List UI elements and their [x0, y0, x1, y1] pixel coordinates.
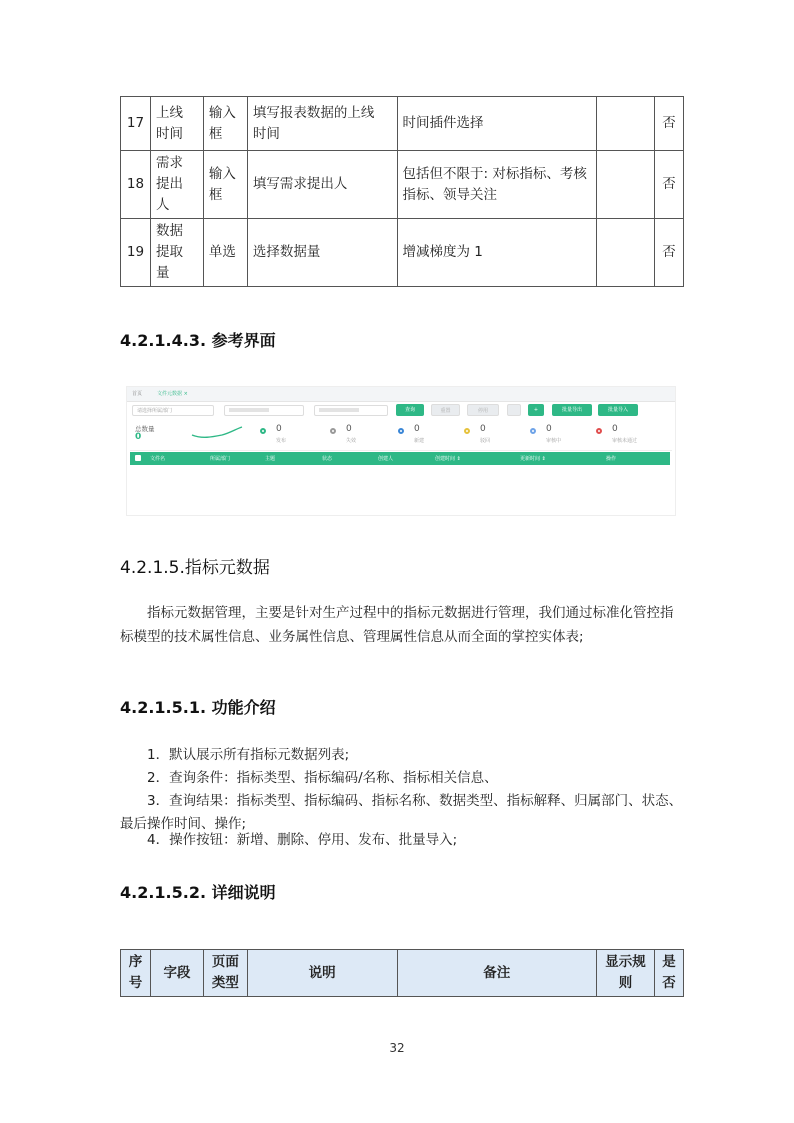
indicator-metadata-paragraph: 指标元数据管理，主要是针对生产过程中的指标元数据进行管理，我们通过标准化管控指标模型的技术属性信息、业务属性信息、管理属性信息从而全面的掌控实体表; [120, 605, 674, 645]
header-field: 字段 [150, 950, 203, 997]
mock-disable-button[interactable]: 停用 [467, 404, 499, 416]
cell-remark: 增减梯度为 1 [397, 219, 597, 287]
section-heading-reference-ui: 4.2.1.4.3. 参考界面 [120, 331, 276, 350]
field-spec-table-detail [120, 949, 684, 997]
field-spec-table-top [120, 96, 684, 287]
cell-rule [597, 97, 655, 151]
cell-desc: 填写需求提出人 [247, 151, 397, 219]
mock-total-value: 0 [135, 432, 142, 442]
function-intro-item: 3．查询结果：指标类型、指标编码、指标名称、数据类型、指标解释、归属部门、状态、最后操作时间、操作; [120, 793, 683, 832]
cell-no: 18 [121, 151, 151, 219]
mock-column-header[interactable]: 创建时间 ⇕ [435, 456, 461, 462]
mock-gray-button[interactable] [507, 404, 521, 416]
mock-filter-2[interactable] [224, 405, 304, 416]
status-ring-icon [260, 428, 266, 434]
mock-stat-label: 驳回 [480, 438, 491, 444]
cell-no: 17 [121, 97, 151, 151]
mock-tab-file-metadata[interactable]: 文件元数据 × [157, 391, 188, 397]
cell-remark: 包括但不限于: 对标指标、考核 指标、领导关注 [397, 151, 597, 219]
cell-req: 否 [654, 151, 683, 219]
mock-search-button[interactable]: 查询 [396, 404, 424, 416]
status-ring-icon [596, 428, 602, 434]
mock-stat-value: 0 [480, 424, 486, 434]
mock-total-label: 总数量 [135, 425, 155, 433]
header-desc: 说明 [247, 950, 397, 997]
mock-stat-label: 审核中 [546, 438, 562, 444]
mock-batch-import-button[interactable]: 批量导入 [598, 404, 638, 416]
status-ring-icon [464, 428, 470, 434]
cell-no: 19 [121, 219, 151, 287]
status-ring-icon [330, 428, 336, 434]
cell-desc: 选择数据量 [247, 219, 397, 287]
mock-stats-bar [130, 420, 672, 451]
reference-ui-screenshot [126, 386, 676, 516]
header-type: 页面 类型 [203, 950, 247, 997]
mock-filter-department[interactable]: 请选择所属部门 [132, 405, 214, 416]
mock-column-header[interactable]: 创建人 [378, 456, 394, 462]
page-number: 32 [389, 1041, 405, 1055]
mock-column-header[interactable]: 所属部门 [210, 456, 231, 462]
function-intro-item: 1．默认展示所有指标元数据列表; [147, 747, 350, 763]
header-remark: 备注 [397, 950, 597, 997]
status-ring-icon [398, 428, 404, 434]
mock-batch-export-button[interactable]: 批量导出 [552, 404, 592, 416]
mock-column-header[interactable]: 文件名 [150, 456, 166, 462]
mock-column-header[interactable]: 更新时间 ⇕ [520, 456, 546, 462]
cell-type: 输入 框 [203, 97, 247, 151]
mock-stat-value: 0 [546, 424, 552, 434]
mock-table-header [130, 452, 670, 465]
mock-stat-value: 0 [612, 424, 618, 434]
section-heading-indicator-metadata: 4.2.1.5.指标元数据 [120, 558, 270, 578]
table-row [121, 151, 684, 219]
mock-stat-label: 审核未通过 [612, 438, 638, 444]
cell-req: 否 [654, 219, 683, 287]
mock-stat-label: 失效 [346, 438, 357, 444]
mock-stat-value: 0 [276, 424, 282, 434]
mock-stat-label: 新建 [414, 438, 425, 444]
cell-type: 单选 [203, 219, 247, 287]
header-no: 序 号 [121, 950, 151, 997]
cell-req: 否 [654, 97, 683, 151]
mock-sparkline-icon [190, 425, 244, 439]
mock-filter-3[interactable] [314, 405, 388, 416]
mock-select-all-checkbox[interactable] [135, 455, 141, 461]
cell-type: 输入 框 [203, 151, 247, 219]
section-heading-function-intro: 4.2.1.5.1. 功能介绍 [120, 698, 276, 717]
table-row [121, 97, 684, 151]
mock-add-button[interactable]: + [528, 404, 544, 416]
function-intro-item: 2．查询条件：指标类型、指标编码/名称、指标相关信息、 [147, 770, 498, 786]
mock-column-header[interactable]: 操作 [606, 456, 617, 462]
mock-stat-label: 发布 [276, 438, 287, 444]
function-intro-item: 4．操作按钮：新增、删除、停用、发布、批量导入; [147, 832, 458, 848]
section-heading-detail: 4.2.1.5.2. 详细说明 [120, 883, 276, 902]
mock-column-header[interactable]: 状态 [322, 456, 333, 462]
table-header-row [121, 950, 684, 997]
mock-tab-home[interactable]: 首页 [132, 391, 143, 397]
cell-rule [597, 219, 655, 287]
header-required: 是 否 [654, 950, 683, 997]
mock-reset-button[interactable]: 重置 [431, 404, 460, 416]
mock-tab-bar [127, 387, 675, 402]
header-rule: 显示规 则 [597, 950, 655, 997]
cell-field: 上线 时间 [150, 97, 203, 151]
cell-field: 数据 提取 量 [150, 219, 203, 287]
cell-remark: 时间插件选择 [397, 97, 597, 151]
table-row [121, 219, 684, 287]
cell-desc: 填写报表数据的上线 时间 [247, 97, 397, 151]
mock-stat-value: 0 [346, 424, 352, 434]
mock-stat-value: 0 [414, 424, 420, 434]
status-ring-icon [530, 428, 536, 434]
cell-field: 需求 提出 人 [150, 151, 203, 219]
cell-rule [597, 151, 655, 219]
mock-column-header[interactable]: 主题 [265, 456, 276, 462]
